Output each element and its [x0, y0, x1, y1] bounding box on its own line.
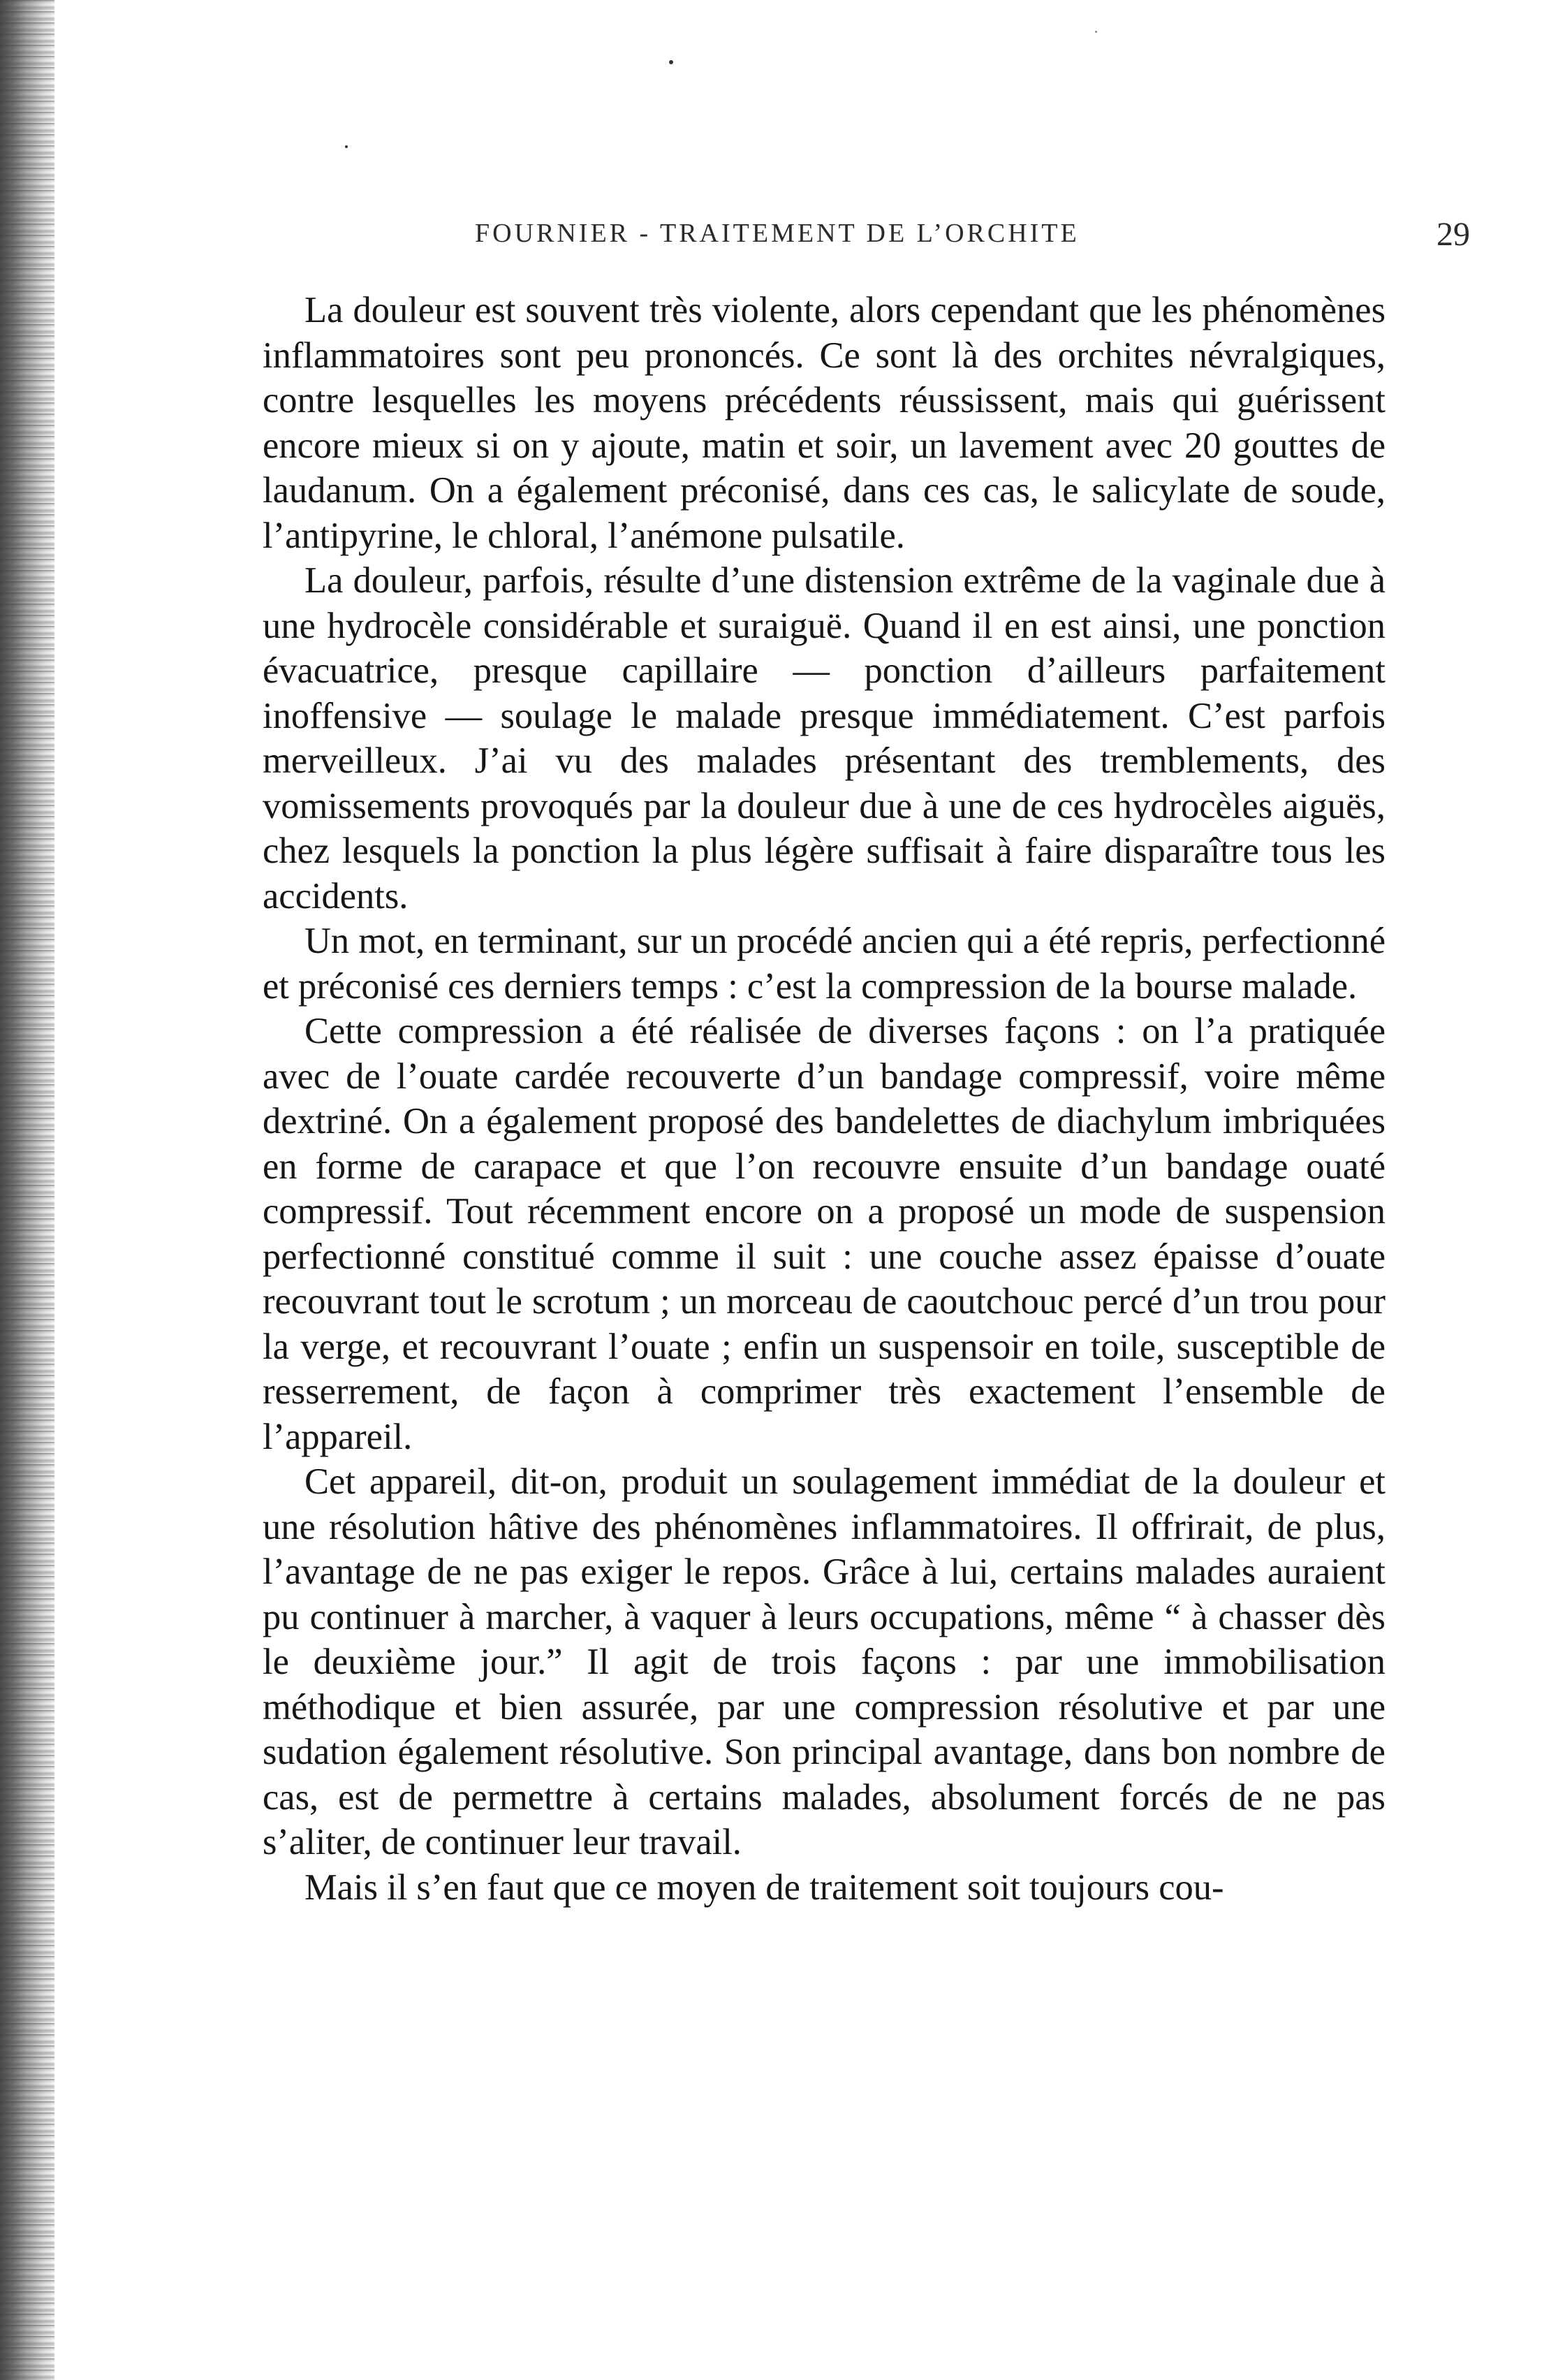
- running-header: [265, 218, 1470, 260]
- paragraph: Cet appareil, dit-on, produit un soulagement immédiat de la douleur et une résolution hâtive des phénomènes inflammatoires. Il offrirait, de plus, l’avantage de ne pas exiger le repos. Grâce à lui, certains malades auraient pu continuer à marcher, à vaquer à leurs occupations, même “ à chasser dès le deuxième jour.” Il agit de trois façons : par une immobilisation méthodique et bien assurée, par une compression résolutive et par une sudation également résolutive. Son principal avantage, dans bon nombre de cas, est de permettre à certains malades, absolument forcés de ne pas s’aliter, de continuer leur travail.: [263, 1461, 1386, 1862]
- paragraph: Un mot, en terminant, sur un procédé ancien qui a été repris, perfectionné et préconisé ces derniers temps : c’est la compression de la bourse malade.: [263, 921, 1386, 1007]
- running-title: FOURNIER - TRAITEMENT DE L’ORCHITE: [475, 219, 1080, 248]
- paragraph: Cette compression a été réalisée de diverses façons : on l’a pratiquée avec de l’ouate cardée recouverte d’un bandage compressif, voire même dextriné. On a également proposé des bandelettes de diachylum imbriquées en forme de carapace et que l’on recouvre ensuite d’un bandage ouaté compressif. Tout récemment encore on a proposé un mode de suspension perfectionné constitué comme il suit : une couche assez épaisse d’ouate recouvrant tout le scrotum ; un morceau de caoutchouc percé d’un trou pour la verge, et recouvrant l’ouate ; enfin un suspensoir en toile, susceptible de resserrement, de façon à comprimer très exactement l’ensemble de l’appareil.: [263, 1011, 1386, 1457]
- paragraph: La douleur, parfois, résulte d’une distension extrême de la vaginale due à une hydrocèle considérable et suraiguë. Quand il en est ainsi, une ponction évacuatrice, presque capillaire — ponction d’ailleurs parfaitement inoffensive — soulage le malade presque immédiatement. C’est parfois merveilleux. J’ai vu des malades présentant des tremblements, des vomissements provoqués par la douleur due à une de ces hydrocèles aiguës, chez lesquels la ponction la plus légère suffisait à faire disparaître tous les accidents.: [263, 560, 1386, 917]
- page-binding-edge: [0, 0, 54, 2380]
- body-text: [263, 288, 1386, 1910]
- ink-speck: [1095, 31, 1097, 33]
- ink-speck: [345, 145, 348, 148]
- paragraph: La douleur est souvent très violente, alors cependant que les phénomènes inflammatoires sont peu prononcés. Ce sont là des orchites névralgiques, contre lesquelles les moyens précédents réussissent, mais qui guérissent encore mieux si on y ajoute, matin et soir, un lavement avec 20 gouttes de laudanum. On a également préconisé, dans ces cas, le salicylate de soude, l’antipyrine, le chloral, l’anémone pulsatile.: [263, 290, 1386, 556]
- paragraph: Mais il s’en faut que ce moyen de traitement soit toujours cou-: [304, 1867, 1224, 1908]
- ink-speck: [669, 60, 673, 64]
- page-number: 29: [1436, 216, 1470, 253]
